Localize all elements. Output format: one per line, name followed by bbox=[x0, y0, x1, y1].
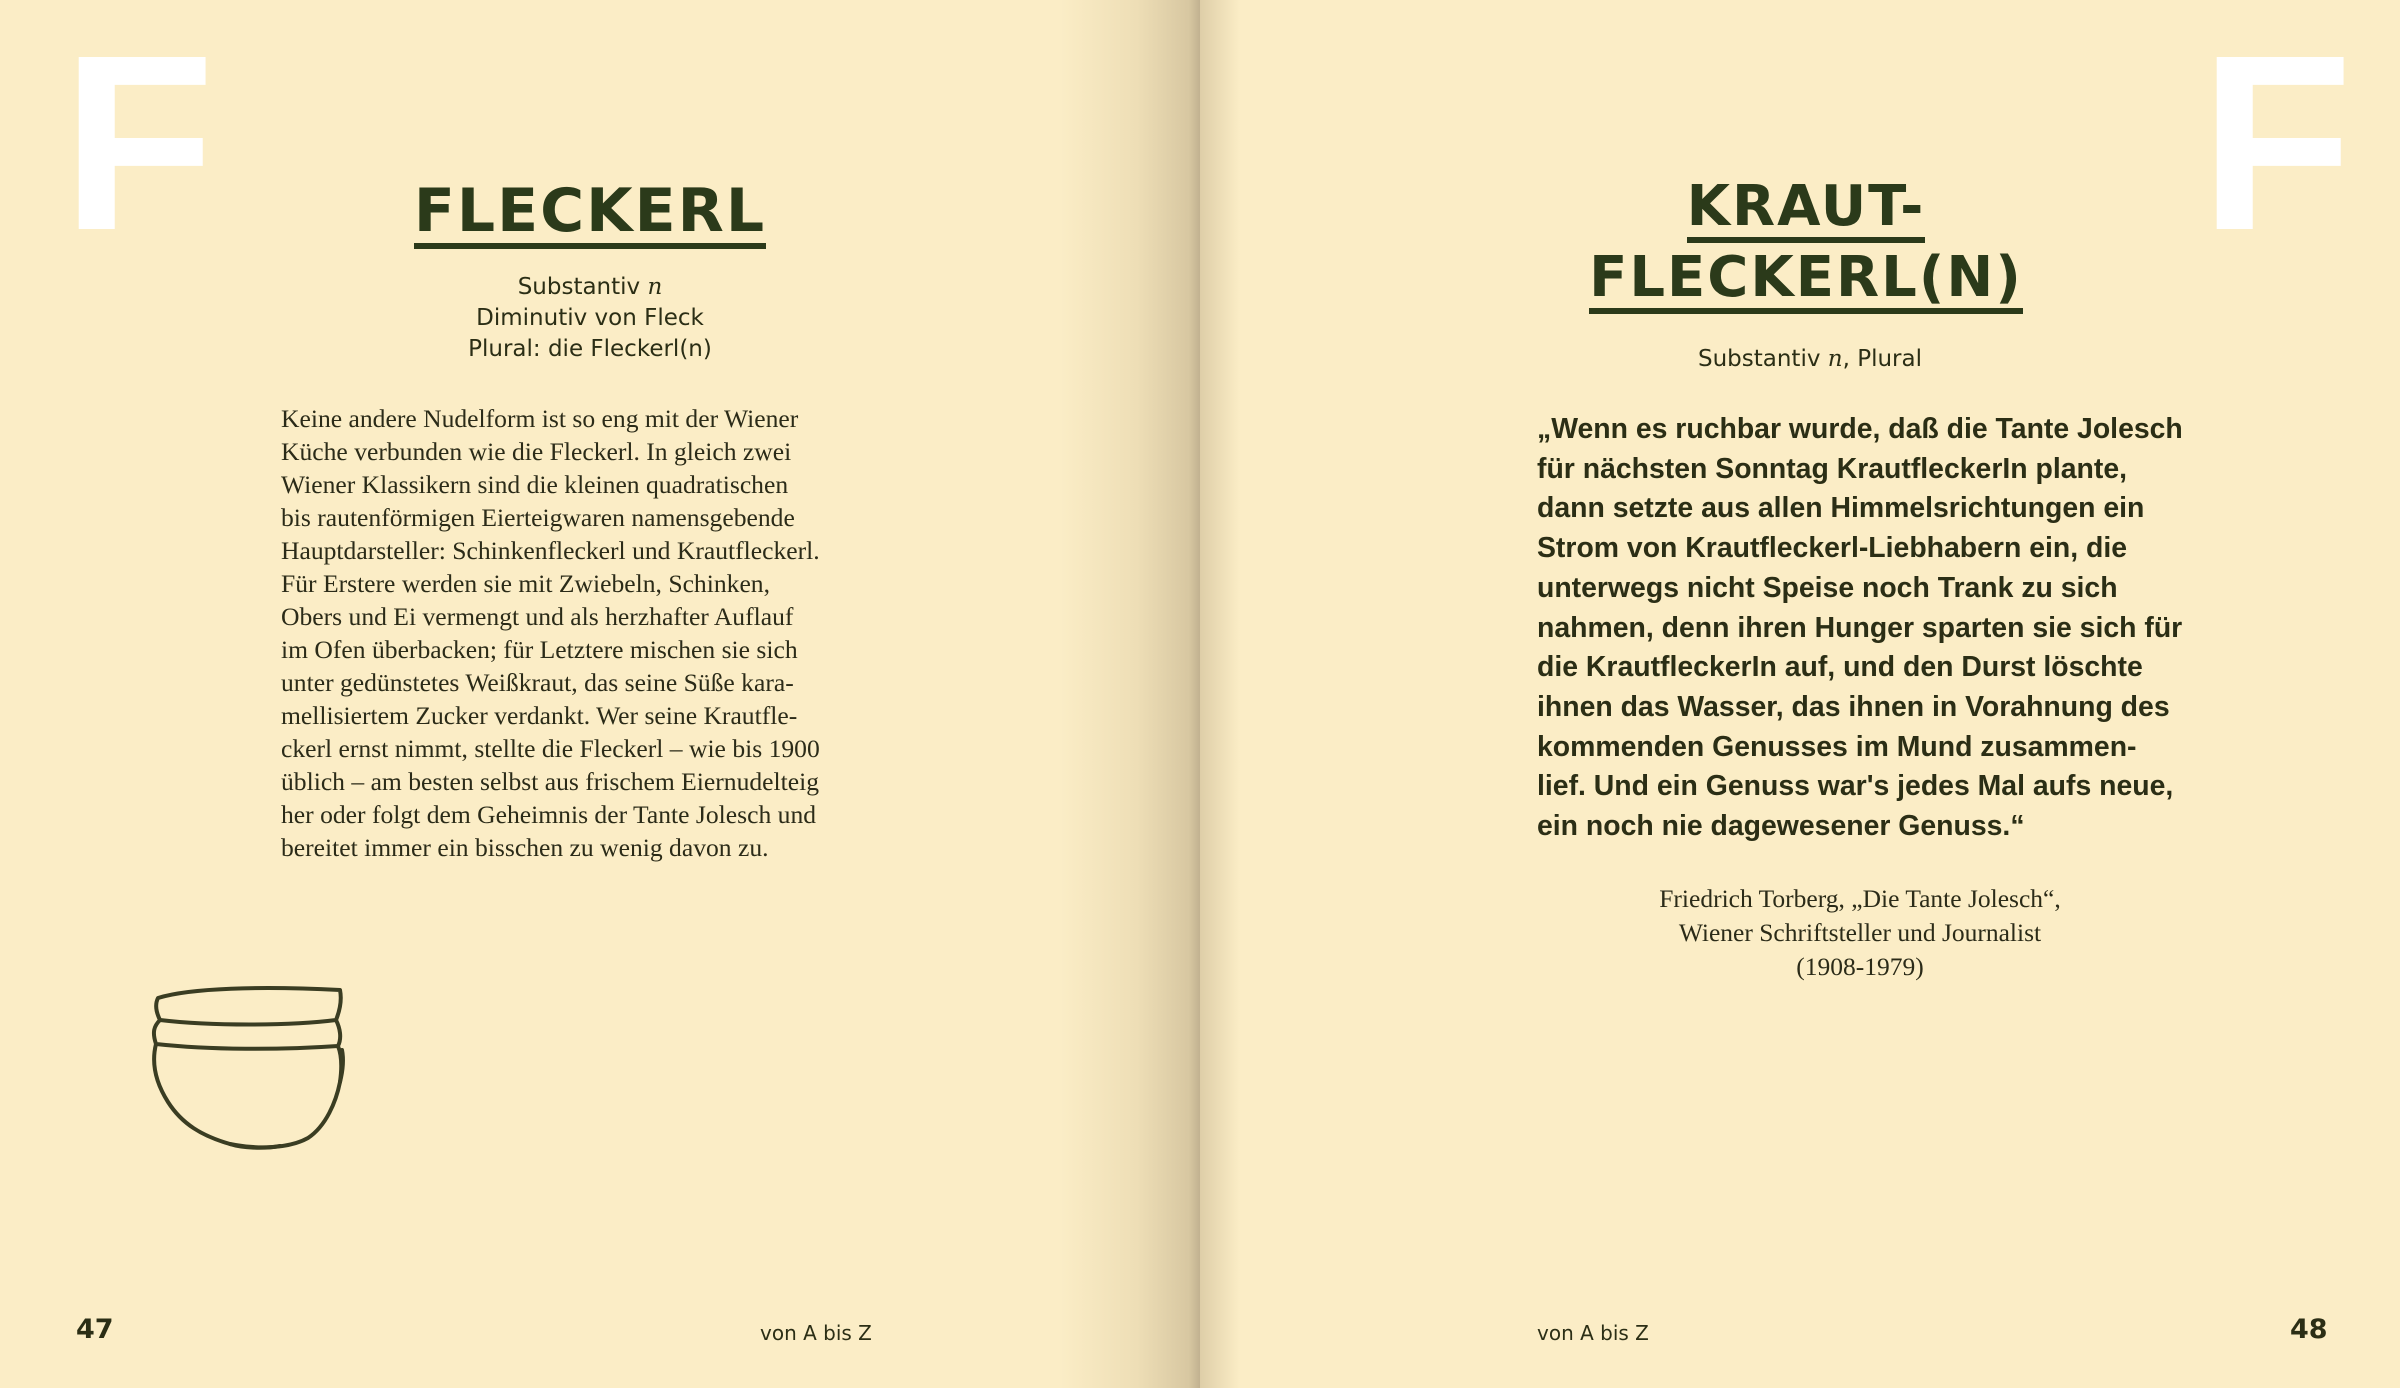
attribution-line: (1908-1979) bbox=[1796, 952, 1924, 981]
headword bbox=[0, 176, 1180, 249]
definition-body bbox=[281, 402, 881, 864]
part-of-speech: Substantiv bbox=[1697, 346, 1821, 372]
body-line: ckerl ernst nimmt, stellte die Fleckerl – wie bis 1900 bbox=[281, 734, 820, 763]
quote-line: lief. Und ein Genuss war's jedes Mal aufs neue, bbox=[1537, 770, 2174, 803]
diminutive: Diminutiv von Fleck bbox=[476, 305, 704, 331]
body-line: Keine andere Nudelform ist so eng mit der Wiener bbox=[281, 404, 799, 433]
attribution-line: Friedrich Torberg, „Die Tante Jolesch“, bbox=[1659, 884, 2061, 913]
quote-line: die KrautfleckerIn auf, und den Durst löschte bbox=[1537, 651, 2143, 684]
headword-text: FLECKERL bbox=[414, 180, 766, 249]
body-line: unter gedünstetes Weißkraut, das seine Süße kara- bbox=[281, 668, 794, 697]
quote-line: unterwegs nicht Speise noch Trank zu sich bbox=[1537, 571, 2118, 604]
body-line: bereitet immer ein bisschen zu wenig davon zu. bbox=[281, 833, 769, 862]
gender: n bbox=[1827, 346, 1843, 372]
body-line: üblich – am besten selbst aus frischem Eiernudelteig bbox=[281, 767, 820, 796]
quote-line: für nächsten Sonntag KrautfleckerIn plante, bbox=[1537, 452, 2127, 485]
page-number: 48 bbox=[2290, 1314, 2328, 1345]
body-line: Für Erstere werden sie mit Zwiebeln, Schinken, bbox=[281, 569, 770, 598]
quote-line: dann setzte aus allen Himmelsrichtungen ein bbox=[1537, 492, 2145, 525]
headword bbox=[1200, 172, 2400, 314]
body-line: Obers und Ei vermengt und als herzhafter Auflauf bbox=[281, 602, 794, 631]
headword-line-1: KRAUT- bbox=[1687, 178, 1926, 243]
body-line: Küche verbunden wie die Fleckerl. In gleich zwei bbox=[281, 437, 792, 466]
grammar-info bbox=[1600, 344, 2020, 375]
quote-attribution bbox=[1560, 882, 2160, 984]
quote-line: ein noch nie dagewesener Genuss.“ bbox=[1537, 810, 2025, 843]
stacked-bowls-icon bbox=[130, 970, 360, 1170]
body-line: Hauptdarsteller: Schinkenfleckerl und Krautfleckerl. bbox=[281, 536, 820, 565]
body-line: Wiener Klassikern sind die kleinen quadratischen bbox=[281, 470, 789, 499]
gender: n bbox=[647, 274, 663, 300]
quote-line: Strom von Krautfleckerl-Liebhabern ein, die bbox=[1537, 532, 2128, 565]
headword-line-2: FLECKERL(N) bbox=[1589, 249, 2023, 314]
running-footer: von A bis Z bbox=[760, 1321, 872, 1345]
quote-line: nahmen, denn ihren Hunger sparten sie sich für bbox=[1537, 611, 2183, 644]
quote-line: kommenden Genusses im Mund zusammen- bbox=[1537, 730, 2137, 763]
part-of-speech-line bbox=[400, 272, 780, 303]
running-footer: von A bis Z bbox=[1537, 1321, 1649, 1345]
grammar-info bbox=[400, 272, 780, 365]
body-line: mellisiertem Zucker verdankt. Wer seine Krautfle- bbox=[281, 701, 798, 730]
quote-line: „Wenn es ruchbar wurde, daß die Tante Jolesch bbox=[1537, 413, 2183, 445]
body-line: her oder folgt dem Geheimnis der Tante Jolesch und bbox=[281, 800, 817, 829]
page-number: 47 bbox=[76, 1314, 114, 1345]
attribution-line: Wiener Schriftsteller und Journalist bbox=[1678, 918, 2042, 947]
number: , Plural bbox=[1842, 346, 1922, 372]
section-letter: F bbox=[2200, 3, 2353, 282]
body-line: im Ofen überbacken; für Letztere mischen sie sich bbox=[281, 635, 798, 664]
quotation bbox=[1537, 410, 2217, 847]
quote-line: ihnen das Wasser, das ihnen in Vorahnung des bbox=[1537, 690, 2170, 723]
part-of-speech: Substantiv bbox=[517, 274, 641, 300]
section-letter: F bbox=[62, 3, 215, 282]
body-line: bis rautenförmigen Eierteigwaren namensgebende bbox=[281, 503, 795, 532]
plural: Plural: die Fleckerl(n) bbox=[468, 336, 712, 362]
